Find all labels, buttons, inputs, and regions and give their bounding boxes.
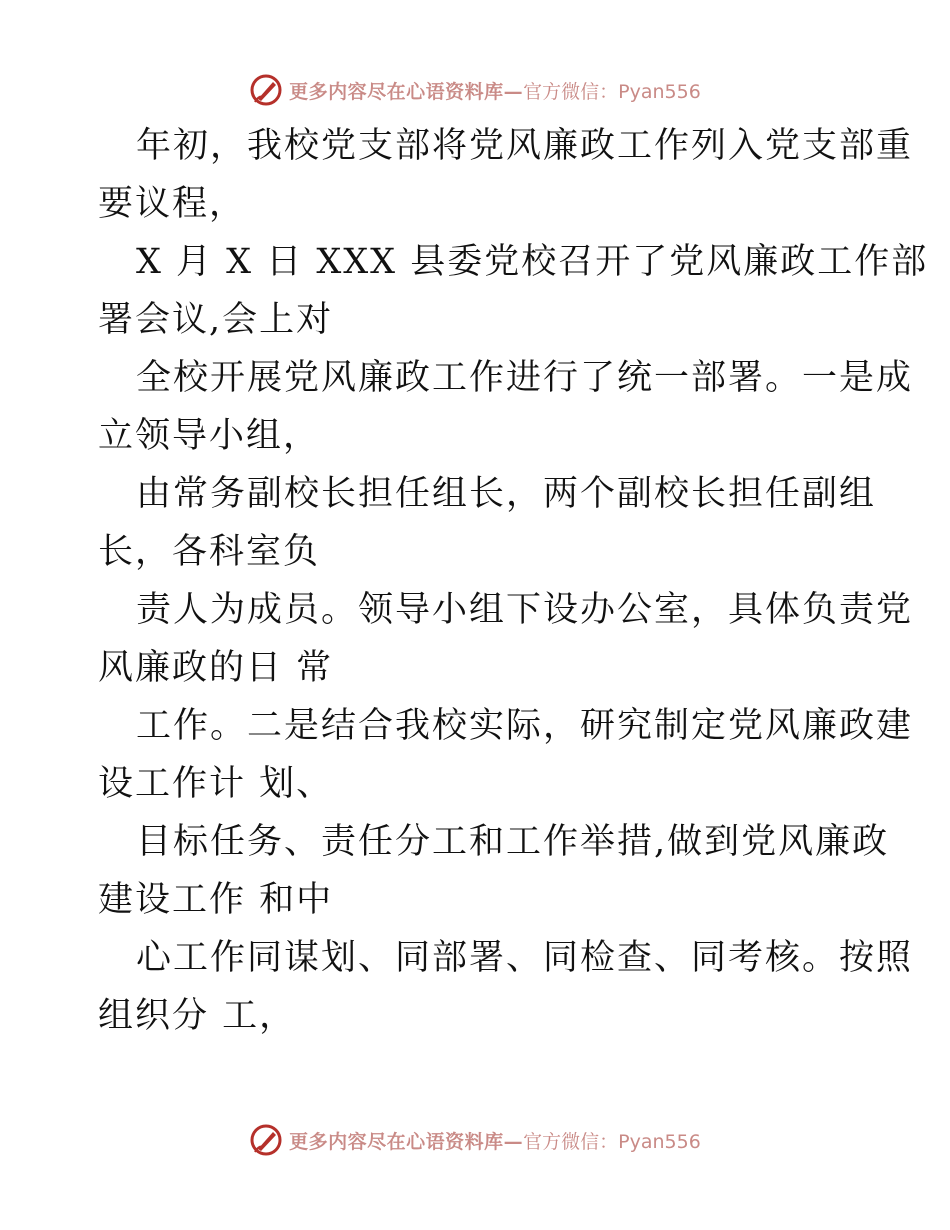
body-line: 要议程， — [98, 184, 247, 224]
header-banner-right-text: 官方微信：Pyan556 — [523, 80, 701, 103]
footer-banner — [0, 1120, 950, 1160]
body-line: 设工作计 划、 — [98, 764, 334, 804]
body-line: 全校开展党风廉政工作进行了统一部署。一是成 — [136, 358, 914, 398]
footer-banner-right-text: 官方微信：Pyan556 — [523, 1130, 701, 1153]
body-line: 建设工作 和中 — [98, 880, 334, 920]
body-line: 工作。二是结合我校实际，研究制定党风廉政建 — [136, 706, 914, 746]
document-body — [98, 117, 929, 1045]
body-line: 由常务副校长担任组长，两个副校长担任副组 — [136, 474, 877, 514]
header-banner — [0, 70, 950, 110]
body-line: 年初，我校党支部将党风廉政工作列入党支部重 — [136, 126, 914, 166]
body-line: 心工作同谋划、同部署、同检查、同考核。按照 — [136, 938, 914, 978]
quill-logo-icon — [249, 1123, 283, 1157]
quill-logo-icon — [249, 73, 283, 107]
header-banner-left-text: 更多内容尽在心语资料库— — [289, 80, 524, 103]
body-line: 长，各科室负 — [98, 532, 321, 572]
body-line: 署会议,会上对 — [98, 300, 334, 340]
footer-banner-left-text: 更多内容尽在心语资料库— — [289, 1130, 524, 1153]
body-line: X 月 X 日 XXX 县委党校召开了党风廉政工作部 — [136, 242, 929, 282]
body-line: 风廉政的日 常 — [98, 648, 334, 688]
body-line: 目标任务、责任分工和工作举措,做到党风廉政 — [136, 822, 890, 862]
body-line: 立领导小组， — [98, 416, 321, 456]
body-line: 组织分 工， — [98, 996, 297, 1036]
body-line: 责人为成员。领导小组下设办公室，具体负责党 — [136, 590, 914, 630]
